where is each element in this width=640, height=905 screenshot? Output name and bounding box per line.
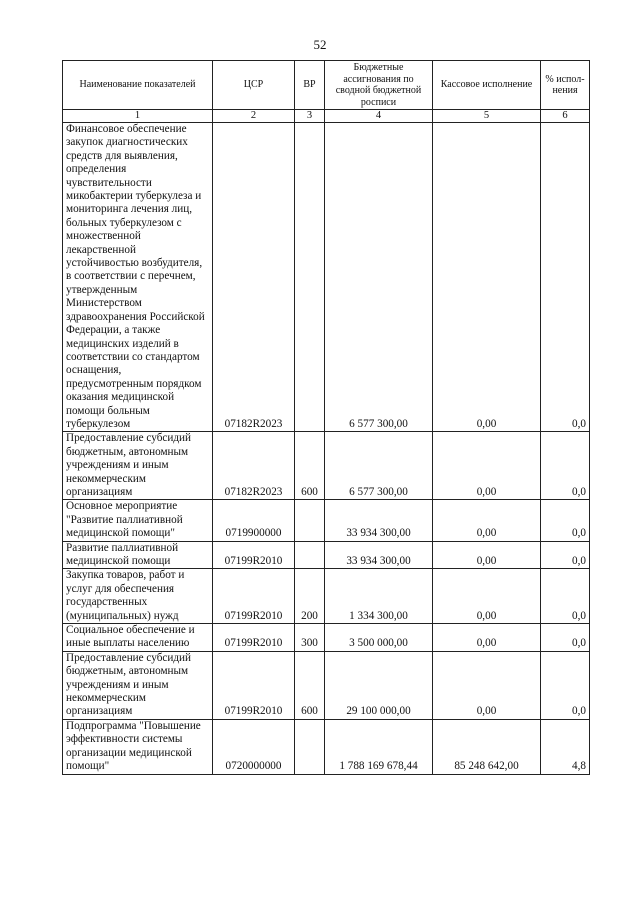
column-header-csr: ЦСР <box>213 61 295 110</box>
column-number: 3 <box>295 110 325 123</box>
row-budget: 33 934 300,00 <box>325 541 433 569</box>
row-csr: 07199R2010 <box>213 569 295 624</box>
column-number: 2 <box>213 110 295 123</box>
row-percent: 0,0 <box>541 123 590 432</box>
row-percent: 0,0 <box>541 500 590 541</box>
row-execution: 0,00 <box>433 651 541 719</box>
row-budget: 6 577 300,00 <box>325 123 433 432</box>
row-name: Подпрограмма "Повышение эффективности системы организации медицинской помощи" <box>63 719 213 774</box>
column-number-row <box>63 110 590 123</box>
table-row <box>63 719 590 774</box>
row-execution: 0,00 <box>433 432 541 500</box>
row-name: Социальное обеспечение и иные выплаты населению <box>63 624 213 652</box>
column-number: 4 <box>325 110 433 123</box>
row-vr <box>295 500 325 541</box>
row-percent: 0,0 <box>541 541 590 569</box>
row-budget: 3 500 000,00 <box>325 624 433 652</box>
row-name: Финансовое обеспечение закупок диагностических средств для выявления, определения чувствительности микобактерии туберкулеза и мониторинга лечения лиц, больных туберкулезом с множественной лекарственной устойчивостью возбудителя, в соответствии с перечнем, утвержденным Министерством здравоохранения Российской Федерации, а также медицинских изделий в соответствии со стандартом оснащения, предусмотренным порядком оказания медицинской помощи больным туберкулезом <box>63 123 213 432</box>
row-csr: 07182R2023 <box>213 123 295 432</box>
row-name: Закупка товаров, работ и услуг для обеспечения государственных (муниципальных) нужд <box>63 569 213 624</box>
row-execution: 0,00 <box>433 624 541 652</box>
row-vr: 300 <box>295 624 325 652</box>
table-row <box>63 541 590 569</box>
row-vr: 600 <box>295 432 325 500</box>
row-budget: 33 934 300,00 <box>325 500 433 541</box>
row-budget: 6 577 300,00 <box>325 432 433 500</box>
row-vr <box>295 541 325 569</box>
row-budget: 29 100 000,00 <box>325 651 433 719</box>
row-execution: 0,00 <box>433 569 541 624</box>
column-header-budget: Бюджетные ассигнования по сводной бюджетной росписи <box>325 61 433 110</box>
row-csr: 07199R2010 <box>213 541 295 569</box>
table-row <box>63 123 590 432</box>
table-row <box>63 500 590 541</box>
row-name: Предоставление субсидий бюджетным, автономным учреждениям и иным некоммерческим организациям <box>63 651 213 719</box>
table-row <box>63 624 590 652</box>
row-percent: 0,0 <box>541 624 590 652</box>
row-csr: 0719900000 <box>213 500 295 541</box>
page-number: 52 <box>313 37 327 52</box>
budget-execution-table <box>62 60 590 775</box>
row-csr: 07199R2010 <box>213 651 295 719</box>
row-vr: 600 <box>295 651 325 719</box>
column-header-execution: Кассовое исполнение <box>433 61 541 110</box>
row-execution: 0,00 <box>433 123 541 432</box>
row-name: Основное мероприятие "Развитие паллиативной медицинской помощи" <box>63 500 213 541</box>
row-csr: 07182R2023 <box>213 432 295 500</box>
row-percent: 4,8 <box>541 719 590 774</box>
row-execution: 85 248 642,00 <box>433 719 541 774</box>
table-row <box>63 569 590 624</box>
row-vr: 200 <box>295 569 325 624</box>
row-vr <box>295 719 325 774</box>
table-row <box>63 432 590 500</box>
column-number: 5 <box>433 110 541 123</box>
row-budget: 1 788 169 678,44 <box>325 719 433 774</box>
row-budget: 1 334 300,00 <box>325 569 433 624</box>
row-execution: 0,00 <box>433 541 541 569</box>
row-percent: 0,0 <box>541 432 590 500</box>
row-percent: 0,0 <box>541 569 590 624</box>
row-vr <box>295 123 325 432</box>
row-execution: 0,00 <box>433 500 541 541</box>
header-row <box>63 61 590 110</box>
column-header-name: Наименование показателей <box>63 61 213 110</box>
row-name: Развитие паллиативной медицинской помощи <box>63 541 213 569</box>
column-header-percent: % испол-нения <box>541 61 590 110</box>
row-percent: 0,0 <box>541 651 590 719</box>
row-csr: 0720000000 <box>213 719 295 774</box>
row-csr: 07199R2010 <box>213 624 295 652</box>
row-name: Предоставление субсидий бюджетным, автономным учреждениям и иным некоммерческим организациям <box>63 432 213 500</box>
column-number: 6 <box>541 110 590 123</box>
column-number: 1 <box>63 110 213 123</box>
column-header-vr: ВР <box>295 61 325 110</box>
table-row <box>63 651 590 719</box>
